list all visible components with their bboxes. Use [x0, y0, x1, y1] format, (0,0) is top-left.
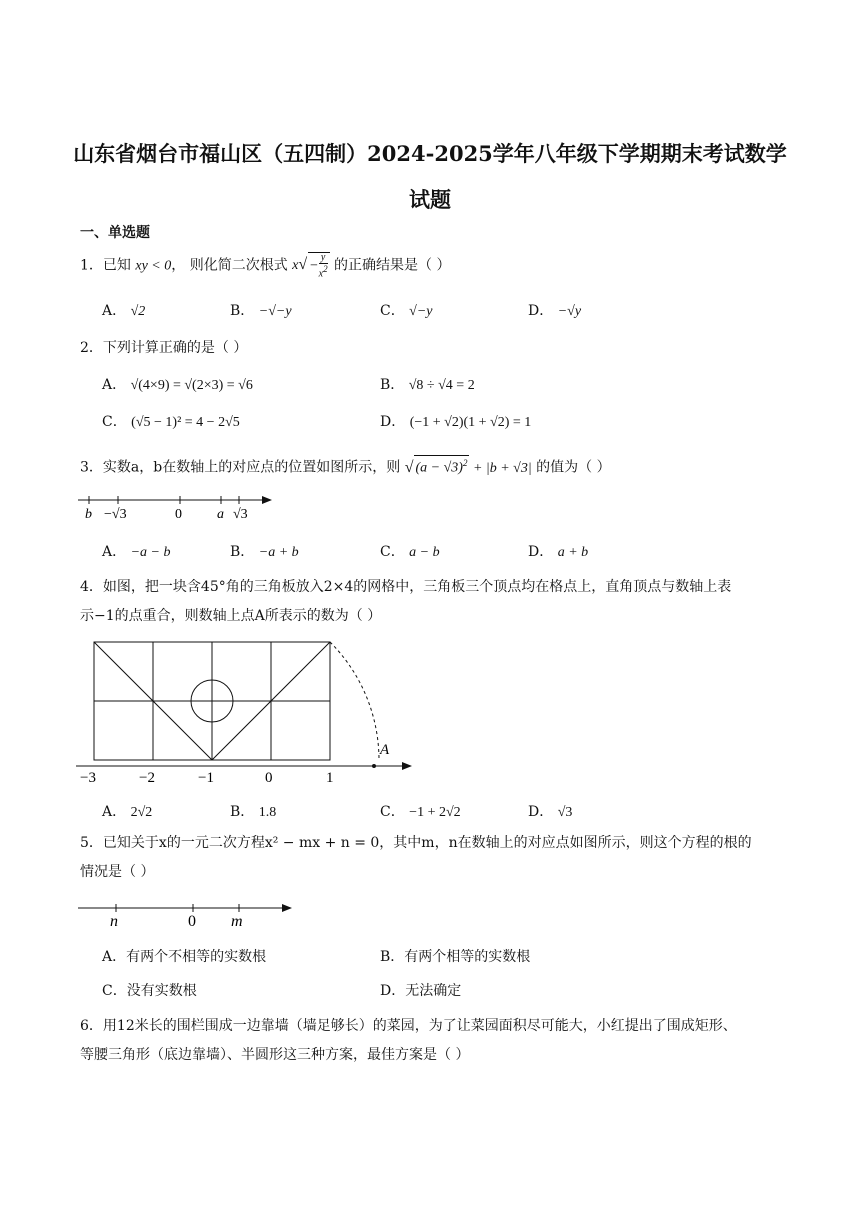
question-3 — [80, 455, 611, 479]
question-text: 的值为（ ） — [536, 459, 611, 476]
number-line-q5 — [76, 896, 301, 928]
question-text: ， 则化简二次根式 — [171, 257, 288, 274]
question-number: 4． — [80, 579, 103, 595]
question-text: 已知关于x的一元二次方程x² − mx + n = 0，其中m，n在数轴上的对应点如图所示，则这个方程的根的 — [102, 835, 752, 851]
radical-expression: √ $(a - √3)^2 + |b + √3|$ — [405, 461, 532, 476]
axis-label-b: b — [85, 507, 92, 522]
question-text: 已知 — [102, 257, 131, 274]
radical-expression: x√ − $\frac{y}{x^2}$ — [292, 252, 328, 280]
option-a[interactable]: A． √2 — [102, 303, 146, 319]
page-title-line1: 山东省烟台市福山区（五四制）2024-2025学年八年级下学期期末考试数学 — [73, 141, 787, 166]
option-d[interactable]: D． a + b — [528, 544, 589, 560]
axis-label-neg-root3: −√3 — [104, 507, 127, 522]
grid-figure-q4 — [76, 636, 421, 788]
point-label-a: A — [380, 742, 390, 758]
question-number: 6． — [80, 1018, 103, 1034]
question-text: 的正确结果是（ ） — [334, 257, 451, 274]
question-number: 2． — [80, 340, 103, 356]
axis-label-a: a — [217, 507, 224, 522]
option-a[interactable]: A． −a − b — [102, 544, 171, 560]
option-b[interactable]: B． −√−y — [230, 303, 292, 319]
axis-label-n: n — [110, 913, 118, 928]
question-2 — [80, 338, 247, 358]
axis-label-zero: 0 — [188, 913, 196, 928]
axis-label-m: m — [231, 913, 243, 928]
math-condition: xy < 0 — [135, 258, 172, 274]
axis-label-neg2: −2 — [139, 770, 155, 786]
option-c[interactable]: C． a − b — [380, 544, 440, 560]
question-text: 等腰三角形（底边靠墙）、半圆形这三种方案，最佳方案是（ ） — [80, 1047, 470, 1063]
axis-label-root3: √3 — [233, 507, 248, 522]
option-c[interactable]: C．没有实数根 — [102, 983, 197, 999]
question-text: 示−1的点重合，则数轴上点A所表示的数为（ ） — [80, 608, 382, 624]
option-b[interactable]: B． √8 ÷ √4 = 2 — [380, 377, 475, 393]
question-4 — [80, 577, 790, 626]
question-text: 情况是（ ） — [80, 864, 155, 880]
question-number: 5． — [80, 835, 103, 851]
option-b[interactable]: B． −a + b — [230, 544, 299, 560]
axis-label-neg1: −1 — [198, 770, 214, 786]
option-d[interactable]: D． −√y — [528, 303, 582, 319]
axis-label-neg3: −3 — [80, 770, 96, 786]
question-text: 如图，把一块含45°角的三角板放入2×4的网格中，三角板三个顶点均在格点上，直角顶点与数轴上表 — [102, 579, 732, 595]
axis-label-zero: 0 — [175, 507, 182, 522]
option-d[interactable]: D．无法确定 — [380, 983, 462, 999]
question-5 — [80, 833, 790, 882]
option-d[interactable]: D． √3 — [528, 804, 573, 820]
question-1 — [80, 252, 450, 279]
option-a[interactable]: A． √(4×9) = √(2×3) = √6 — [102, 377, 253, 393]
axis-label-one: 1 — [326, 770, 334, 786]
option-d[interactable]: D． (−1 + √2)(1 + √2) = 1 — [380, 414, 532, 430]
question-text: 实数a，b在数轴上的对应点的位置如图所示，则 — [102, 459, 401, 476]
section-heading: 一、单选题 — [80, 225, 150, 241]
question-text: 用12米长的围栏围成一边靠墙（墙足够长）的菜园，为了让菜园面积尽可能大，小红提出了围成矩形、 — [102, 1018, 737, 1034]
option-a[interactable]: A．有两个不相等的实数根 — [102, 949, 267, 965]
axis-label-zero: 0 — [265, 770, 273, 786]
question-number: 1． — [80, 257, 103, 274]
question-6 — [80, 1016, 790, 1065]
option-c[interactable]: C． (√5 − 1)² = 4 − 2√5 — [102, 414, 240, 430]
option-b[interactable]: B．有两个相等的实数根 — [380, 949, 531, 965]
number-line-q3 — [76, 490, 276, 522]
option-c[interactable]: C． −1 + 2√2 — [380, 804, 461, 820]
page-title-line2: 试题 — [409, 187, 451, 212]
option-b[interactable]: B． 1.8 — [230, 804, 277, 820]
option-a[interactable]: A． 2√2 — [102, 804, 153, 820]
question-number: 3． — [80, 459, 103, 476]
question-text: 下列计算正确的是（ ） — [102, 340, 248, 356]
option-c[interactable]: C． √−y — [380, 303, 433, 319]
